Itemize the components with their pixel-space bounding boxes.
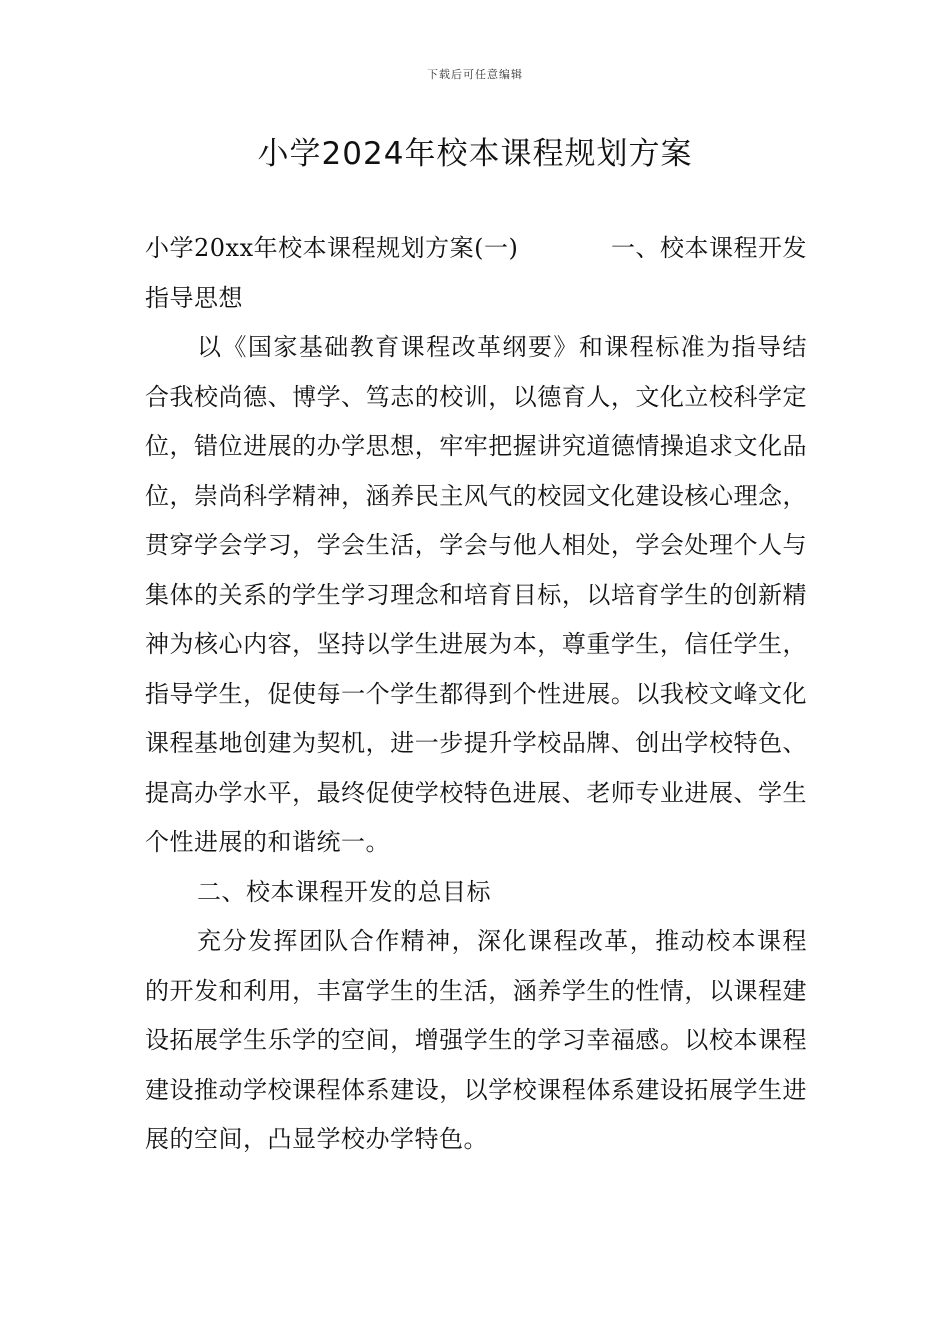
section-heading-1: 一、校本课程开发 — [611, 234, 807, 262]
part-title: 小学20xx年校本课程规划方案(一) — [145, 234, 519, 262]
document-title: 小学2024年校本课程规划方案 — [257, 136, 693, 172]
paragraph-overall-goal: 充分发挥团队合作精神，深化课程改革，推动校本课程的开发和利用，丰富学生的生活，涵养学生的性情，以课程建设拓展学生乐学的空间，增强学生的学习幸福感。以校本课程建设推动学校课程体系建设，以学校课程体系建设拓展学生进展的空间，凸显学校办学特色。 — [145, 927, 807, 1153]
header-note: 下载后可任意编辑 — [427, 68, 523, 81]
intro-line — [145, 224, 807, 274]
document-body — [145, 224, 807, 1165]
paragraph-guiding-ideology: 以《国家基础教育课程改革纲要》和课程标准为指导结合我校尚德、博学、笃志的校训，以德育人，文化立校科学定位，错位进展的办学思想，牢牢把握讲究道德情操追求文化品位，崇尚科学精神，涵养民主风气的校园文化建设核心理念，贯穿学会学习，学会生活，学会与他人相处，学会处理个人与集体的关系的学生学习理念和培育目标，以培育学生的创新精神为核心内容，坚持以学生进展为本，尊重学生，信任学生，指导学生，促使每一个学生都得到个性进展。以我校文峰文化课程基地创建为契机，进一步提升学校品牌、创出学校特色、提高办学水平，最终促使学校特色进展、老师专业进展、学生个性进展的和谐统一。 — [145, 333, 807, 856]
section-heading-2: 二、校本课程开发的总目标 — [197, 877, 491, 906]
section-heading-1-cont: 指导思想 — [145, 283, 243, 312]
